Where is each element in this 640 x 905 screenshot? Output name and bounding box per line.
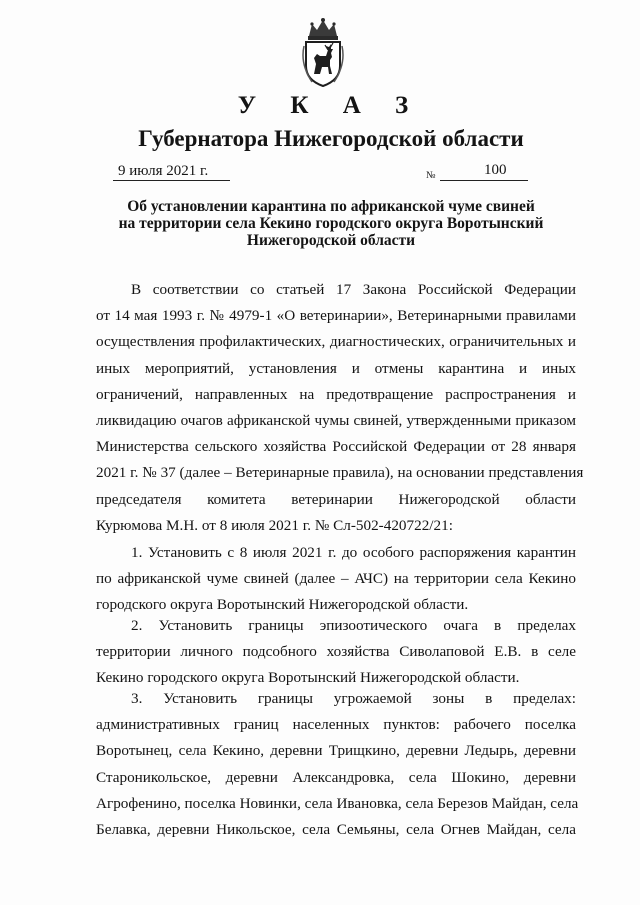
- text-line: территории личного подсобного хозяйства Сиволаповой Е.В. в селе: [96, 643, 576, 661]
- heading-line: на территории села Кекино городского округа Воротынский: [118, 215, 544, 232]
- heading-line: Нижегородской области: [246, 232, 416, 249]
- text-line: 3. Установить границы угрожаемой зоны в пределах:: [131, 690, 576, 707]
- text-line: осуществления профилактических, диагностических, ограничительных и: [96, 333, 576, 351]
- text-line: 1. Установить с 8 июля 2021 г. до особого распоряжения карантин: [131, 544, 576, 561]
- text-line: ликвидацию очагов африканской чумы свиней, утвержденными приказом: [96, 411, 576, 429]
- document-date: 9 июля 2021 г.: [118, 163, 209, 179]
- preamble-paragraph: [96, 277, 584, 539]
- text-line: от 14 мая 1993 г. № 4979-1 «О ветеринарии», Ветеринарными правилами: [96, 307, 576, 325]
- number-sign: №: [426, 170, 436, 181]
- text-line: по африканской чуме свиней (далее – АЧС) на территории села Кекино: [96, 570, 576, 588]
- coat-of-arms-emblem: [300, 16, 346, 88]
- text-line: Белавка, деревни Никольское, села Семьяны, села Огнев Майдан, села: [96, 820, 576, 838]
- clause-3-paragraph: [96, 686, 579, 843]
- decree-heading: [60, 198, 602, 249]
- text-line: В соответствии со статьей 17 Закона Российской Федерации: [131, 281, 576, 298]
- text-line: Министерства сельского хозяйства Российской Федерации от 28 января: [96, 438, 576, 456]
- text-line: иных мероприятий, установления и отмены карантина и иных: [96, 359, 576, 377]
- clause-2-paragraph: [96, 613, 576, 692]
- text-line: городского округа Воротынский Нижегородской области.: [96, 596, 469, 614]
- number-underline: [440, 180, 528, 181]
- text-line: 2. Установить границы эпизоотического очага в пределах: [131, 617, 576, 634]
- text-line: Воротынец, села Кекино, деревни Трищкино, деревни Ледырь, деревни: [96, 742, 576, 760]
- text-line: 2021 г. № 37 (далее – Ветеринарные правила), на основании представления: [96, 464, 584, 482]
- document-type-title: У К А З: [237, 92, 423, 119]
- issuer-title: Губернатора Нижегородской области: [138, 126, 524, 151]
- text-line: Курюмова М.Н. от 8 июля 2021 г. № Сл-502-420722/21:: [96, 516, 453, 534]
- text-line: Агрофенино, поселка Новинки, села Ивановка, села Березов Майдан, села: [96, 794, 579, 812]
- clause-1-paragraph: [96, 540, 576, 619]
- text-line: председателя комитета ветеринарии Нижегородской области: [96, 490, 576, 508]
- text-line: ограничений, направленных на предотвращение распространения и: [96, 385, 576, 403]
- heading-line: Об установлении карантина по африканской чуме свиней: [127, 198, 535, 215]
- text-line: административных границ населенных пунктов: рабочего поселка: [96, 716, 576, 734]
- date-underline: [113, 180, 230, 181]
- document-number: 100: [484, 162, 507, 178]
- text-line: Староникольское, деревни Александровка, села Шокино, деревни: [96, 768, 576, 786]
- text-line: Кекино городского округа Воротынский Нижегородской области.: [96, 669, 520, 687]
